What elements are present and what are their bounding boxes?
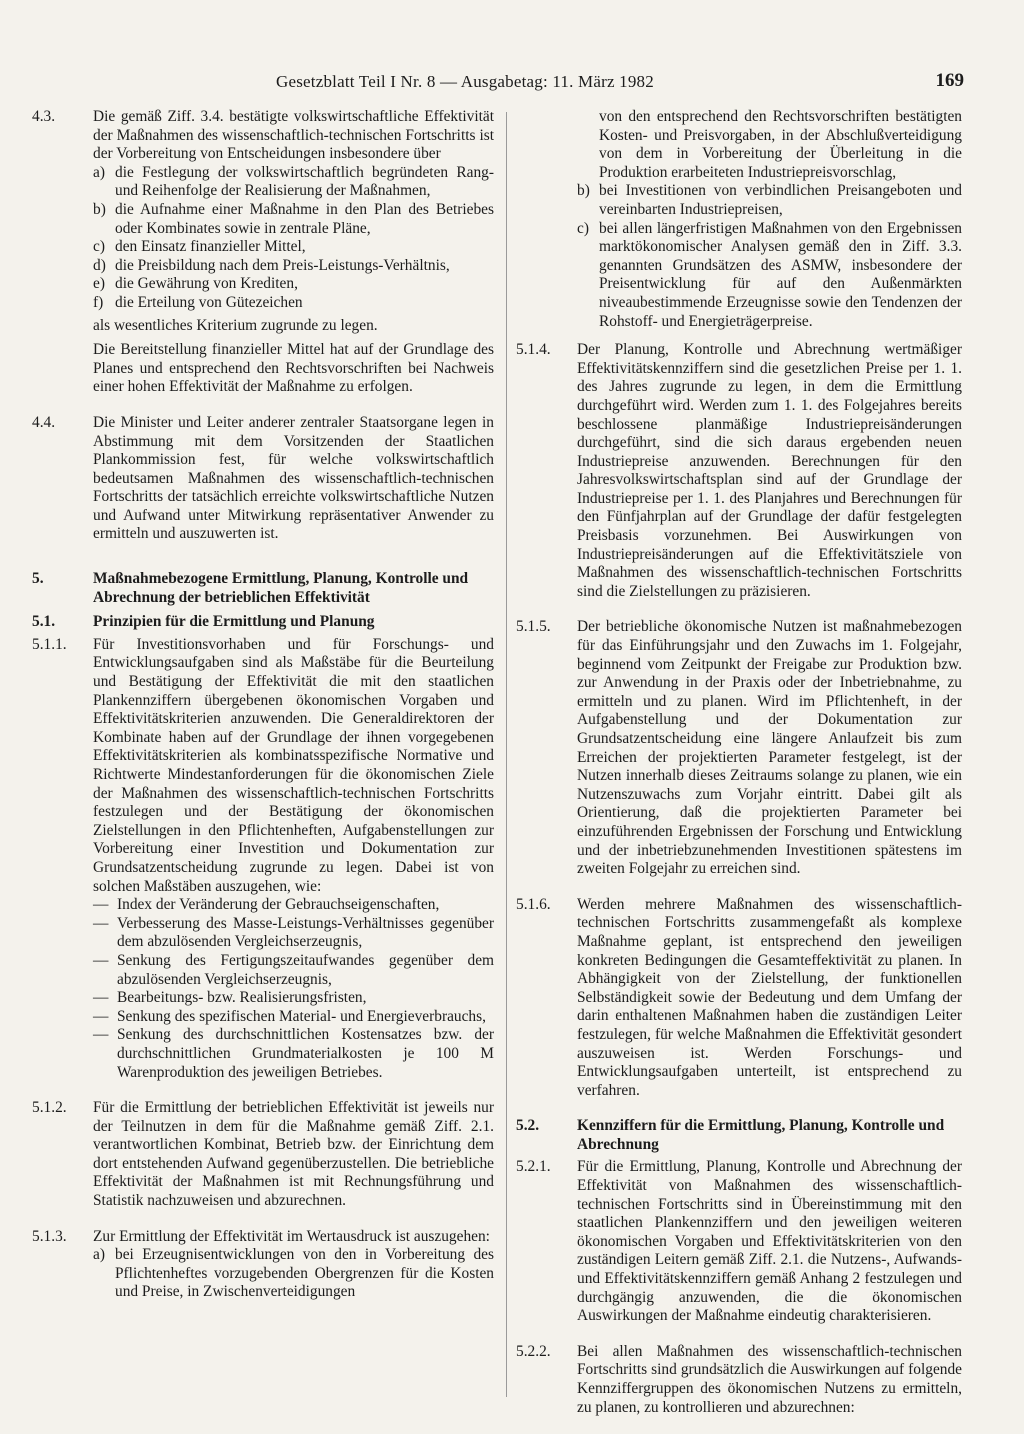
section-4-4 [32,414,494,544]
paragraph: Für die Ermittlung, Planung, Kontrolle und Abrechnung der Effektivität von Maßnahmen des wissenschaftlich-technischen Fortschritts sind in Übereinstimmung mit den staatlichen Plankennziffern und den jeweiligen weiteren ökonomischen Vorgaben und Effektivitätskriterien von den zuständigen Leitern gemäß Ziff. 2.1. die Nutzens-, Aufwands- und Effektivitätskennziffern gemäß Anhang 2 festzulegen und durchgängig anzuwenden, die die ökonomischen Auswirkungen der Maßnahme eindeutig charakterisieren. [577,1158,962,1325]
section-number: 5.2.2. [516,1342,551,1360]
section-number: 4.3. [32,108,56,125]
list-item: d) die Preisbildung nach dem Preis-Leistungs-Verhältnis, [93,256,450,274]
section-5-2-1 [516,1158,962,1325]
list-item: — Senkung des spezifischen Material- und Energieverbrauchs, [93,1007,486,1025]
section-number: 5.2. [516,1117,540,1135]
section-number: 5.1.2. [32,1099,67,1117]
list-item: c) den Einsatz finanzieller Mittel, [93,238,306,256]
page-number: 169 [935,70,964,91]
section-5-2-heading [516,1117,962,1154]
section-5-1-5 [516,618,962,878]
section-5-1-heading [32,613,494,632]
criteria-list [93,164,494,313]
section-5-1-6 [516,896,962,1101]
section-number: 5. [32,570,44,588]
section-5-1-3 [32,1228,494,1302]
basis-list-continued [577,108,962,331]
paragraph: Für die Ermittlung der betrieblichen Effektivität ist jeweils nur der Teilnutzen in dem für die Maßnahme gemäß Ziff. 2.1. verantwortlichen Kombinat, Betrieb bzw. der Einrichtung dem dort entstehenden Aufwand gegenüberzustellen. Die betriebliche Effektivität der Maßnahmen ist mit Rechnungsführung und Statistik nachzuweisen und abzurechnen. [93,1099,494,1210]
list-item: — Index der Veränderung der Gebrauchseigenschaften, [93,896,440,914]
list-item: f) die Erteilung von Gütezeichen [93,293,303,311]
section-outro: als wesentliches Kriterium zugrunde zu legen. [93,316,378,334]
paragraph: Für Investitionsvorhaben und für Forschungs- und Entwicklungsaufgaben sind als Maßstäbe für die Beurteilung und Bestätigung der Effektivität die mit den staatlichen Plankennziffern übergebenen ökonomischen Vorgaben und Effektivitätskriterien anzuwenden. Die Generaldirektoren der Kombinate haben auf der Grundlage der ihnen vorgegebenen Effektivitätskriterien als kombinatsspezifische Normative und Richtwerte Mindestanforderungen für die ökonomischen Ziele der Maßnahmen des wissenschaftlich-technischen Fortschritts festzulegen und der Bestätigung der ökonomischen Zielstellungen in den Pflichtenheften, Aufgabenstellungen zur Vorbereitung einer Investition und Dokumentation zur Grundsatzentscheidung zugrunde zu legen. Dabei ist von solchen Maßstäben auszugehen, wie: [93,635,494,895]
section-number: 5.1.3. [32,1227,67,1245]
section-4-3 [32,108,494,397]
list-item: b) die Aufnahme einer Maßnahme in den Plan des Betriebes oder Kombinates sowie in zentrale Pläne, [93,200,494,237]
section-number: 5.1.5. [516,618,551,636]
section-5-2-2 [516,1343,962,1417]
left-column [32,108,494,1319]
right-column [516,108,962,1434]
section-number: 5.2.1. [516,1158,551,1176]
section-5-heading [32,570,494,607]
paragraph: Zur Ermittlung der Effektivität im Wertausdruck ist auszugehen: [93,1227,490,1245]
list-item: e) die Gewährung von Krediten, [93,275,298,293]
section-title: Kennziffern für die Ermittlung, Planung, Kontrolle und Abrechnung [577,1117,945,1153]
paragraph: Die Minister und Leiter anderer zentraler Staatsorgane legen in Abstimmung mit dem Vorsitzenden der Staatlichen Plankommission fest, für welche volkswirtschaftlich bedeutsamen Maßnahmen des wissenschaftlich-technischen Fortschritts der tatsächlich erreichte volkswirtschaftliche Nutzen und Aufwand unter Mitwirkung repräsentativer Anwender zu ermitteln und auszuwerten ist. [93,413,494,543]
paragraph: Bei allen Maßnahmen des wissenschaftlich-technischen Fortschritts sind grundsätzlich die Auswirkungen auf folgende Kennziffergruppen des ökonomischen Nutzens zu ermitteln, zu planen, zu kontrollieren und abzurechnen: [577,1342,962,1416]
paragraph: Der Planung, Kontrolle und Abrechnung wertmäßiger Effektivitätskennziffern sind die gesetzlichen Preise per 1. 1. des Jahres zugrunde zu legen, in dem die Ermittlung durchgeführt wird. Werden zum 1. 1. des Folgejahres bereits beschlossene planmäßige Industriepreisänderungen durchgeführt, sind die sich daraus ergebenden neuen Industriepreise anzuwenden. Berechnungen für den Jahresvolkswirtschaftsplan sind auf der Grundlage der Industriepreise per 1. 1. des Planjahres und Berechnungen für den Fünfjahrplan auf der Grundlage der dafür festgelegten Preisbasis vorzunehmen. Bei Auswirkungen von Industriepreisänderungen auf die Effektivitätsziele von Maßnahmen des wissenschaftlich-technischen Fortschritts sind die Zielstellungen zu präzisieren. [577,341,962,600]
paragraph: Der betriebliche ökonomische Nutzen ist maßnahmebezogen für das Einführungsjahr und den Zuwachs im 1. Folgejahr, beginnend vom Zeitpunkt der Freigabe zur Produktion bzw. zur Anwendung in der Praxis oder der Inbetriebnahme, zu ermitteln und zu planen. Wird im Pflichtenheft, in der Aufgabenstellung und der Dokumentation zur Grundsatzentscheidung eine längere Anlaufzeit bis zum Erreichen der projektierten Parameter festgelegt, ist der Nutzen innerhalb dieses Zeitraums solange zu planen, wie ein Nutzenszuwachs zum Vorjahr eintritt. Dabei gilt als Orientierung, daß die projektierten Parameter bei einzuführenden Ergebnissen der Forschung und Entwicklung und der inbetriebzunehmenden Investitionen spätestens im zweiten Folgejahr zu erreichen sind. [577,618,962,878]
measures-list [93,896,494,1082]
list-item: a) bei Erzeugnisentwicklungen von den in Vorbereitung des Pflichtenheftes vorzugebenden Obergrenzen für die Kosten und Preise, in Zwischenverteidigungen [93,1246,494,1301]
section-number: 5.1.1. [32,635,67,653]
section-title: Maßnahmebezogene Ermittlung, Planung, Kontrolle und Abrechnung der betrieblichen Effektivität [93,570,469,606]
list-item: c) bei allen längerfristigen Maßnahmen von den Ergebnissen marktökonomischer Analysen gemäß den in Ziff. 3.3. genannten Grundsätzen des ASMW, insbesondere der Preisentwicklung für auf den Außenmärkten niveaubestimmende Erzeugnisse sowie den Tendenzen der Rohstoff- und Energieträgerpreise. [577,219,962,330]
section-number: 5.1. [32,613,56,631]
section-number: 4.4. [32,413,56,431]
section-5-1-1 [32,636,494,1082]
section-5-1-4 [516,341,962,601]
list-item: — Bearbeitungs- bzw. Realisierungsfristen, [93,989,367,1007]
paragraph: Werden mehrere Maßnahmen des wissenschaftlich-technischen Fortschritts zusammengefaßt als komplexe Maßnahme geplant, ist entsprechend den jeweiligen konkreten Bedingungen die Gesamteffektivität zu planen. In Abhängigkeit von der Zielstellung, der funktionellen Selbständigkeit sowie der Bedeutung und dem Umfang der darin enthaltenen Maßnahmen haben die zuständigen Leiter festzulegen, für welche Maßnahmen die Effektivität gesondert auszuweisen ist. Werden Forschungs- und Entwicklungsaufgaben unterteilt, ist entsprechend zu verfahren. [577,895,962,1099]
column-divider [506,112,507,1397]
paragraph: Die Bereitstellung finanzieller Mittel hat auf der Grundlage des Planes und entsprechend den Rechtsvorschriften bei Nachweis einer hohen Effektivität der Maßnahme zu erfolgen. [93,341,494,396]
list-item: b) bei Investitionen von verbindlichen Preisangeboten und vereinbarten Industriepreisen, [577,182,962,218]
section-number: 5.1.6. [516,895,551,913]
section-number: 5.1.4. [516,341,551,359]
list-item: — Senkung des durchschnittlichen Kostensatzes bzw. der durchschnittlichen Grundmaterialkosten je 100 M Warenproduktion des jeweiligen Betriebes. [93,1026,494,1081]
running-head: Gesetzblatt Teil I Nr. 8 — Ausgabetag: 11. März 1982 [276,72,654,91]
section-intro: Die gemäß Ziff. 3.4. bestätigte volkswirtschaftliche Effektivität der Maßnahmen des wissenschaftlich-technischen Fortschritts ist der Vorbereitung von Entscheidungen insbesondere über [93,108,494,163]
page-header [0,68,1024,98]
list-item: — Verbesserung des Masse-Leistungs-Verhältnisses gegenüber dem abzulösenden Vergleichserzeugnis, [93,914,494,951]
list-item: — Senkung des Fertigungszeitaufwandes gegenüber dem abzulösenden Vergleichserzeugnis, [93,951,494,988]
basis-list [93,1246,494,1302]
list-item: a) die Festlegung der volkswirtschaftlich begründeten Rang- und Reihenfolge der Realisierung der Maßnahmen, [93,163,494,200]
section-5-1-3-continued [516,108,962,331]
section-5-1-2 [32,1099,494,1211]
section-title: Prinzipien für die Ermittlung und Planung [93,613,375,631]
list-item-continued: von den entsprechend den Rechtsvorschriften bestätigten Kosten- und Preisvorgaben, in der Abschlußverteidigung von dem in Vorbereitung der Überleitung in die Produktion erarbeiteten Industriepreisvorschlag, [599,108,962,181]
